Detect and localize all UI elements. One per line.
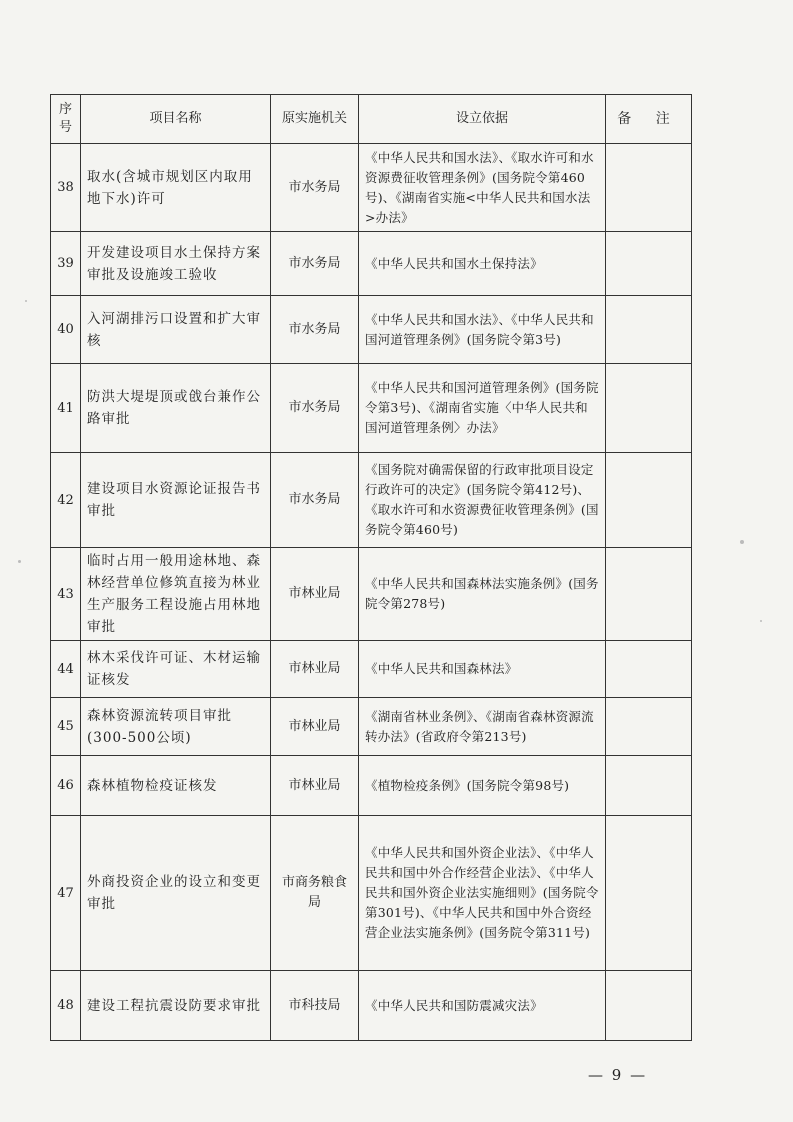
- approval-items-table: [50, 94, 692, 1041]
- row-org: 市商务粮食局: [271, 816, 359, 971]
- row-org: 市林业局: [271, 641, 359, 698]
- table-row: [51, 548, 692, 641]
- table-row: [51, 698, 692, 756]
- row-basis: 《中华人民共和国河道管理条例》(国务院令第3号)、《湖南省实施〈中华人民共和国河道管理条例〉办法》: [359, 364, 606, 453]
- row-no: 41: [51, 364, 81, 453]
- page-number: — 9 —: [588, 1066, 648, 1084]
- header-remark: 备 注: [606, 95, 692, 144]
- table-row: [51, 453, 692, 548]
- row-remark: [606, 232, 692, 296]
- header-no: 序号: [51, 95, 81, 144]
- row-no: 44: [51, 641, 81, 698]
- table-row: [51, 641, 692, 698]
- row-no: 47: [51, 816, 81, 971]
- row-org: 市水务局: [271, 296, 359, 364]
- table-row: [51, 296, 692, 364]
- row-org: 市水务局: [271, 144, 359, 232]
- table-row: [51, 144, 692, 232]
- row-name: 取水(含城市规划区内取用地下水)许可: [81, 144, 271, 232]
- scan-speck: [760, 620, 762, 622]
- row-remark: [606, 756, 692, 816]
- row-basis: 《植物检疫条例》(国务院令第98号): [359, 756, 606, 816]
- row-remark: [606, 641, 692, 698]
- row-remark: [606, 698, 692, 756]
- row-basis: 《湖南省林业条例》、《湖南省森林资源流转办法》(省政府令第213号): [359, 698, 606, 756]
- row-org: 市林业局: [271, 548, 359, 641]
- row-basis: 《中华人民共和国外资企业法》、《中华人民共和国中外合作经营企业法》、《中华人民共和国外资企业法实施细则》(国务院令第301号)、《中华人民共和国中外合资经营企业法实施条例》(国务院令第311号): [359, 816, 606, 971]
- row-org: 市水务局: [271, 364, 359, 453]
- row-name: 林木采伐许可证、木材运输证核发: [81, 641, 271, 698]
- header-name: 项目名称: [81, 95, 271, 144]
- row-name: 建设项目水资源论证报告书审批: [81, 453, 271, 548]
- table-header-row: [51, 95, 692, 144]
- table-row: [51, 971, 692, 1041]
- row-name: 建设工程抗震设防要求审批: [81, 971, 271, 1041]
- table-row: [51, 816, 692, 971]
- row-org: 市科技局: [271, 971, 359, 1041]
- header-org: 原实施机关: [271, 95, 359, 144]
- row-org: 市林业局: [271, 756, 359, 816]
- row-name: 外商投资企业的设立和变更审批: [81, 816, 271, 971]
- row-basis: 《中华人民共和国水法》、《中华人民共和国河道管理条例》(国务院令第3号): [359, 296, 606, 364]
- row-no: 40: [51, 296, 81, 364]
- row-name: 森林植物检疫证核发: [81, 756, 271, 816]
- row-basis: 《国务院对确需保留的行政审批项目设定行政许可的决定》(国务院令第412号)、《取水许可和水资源费征收管理条例》(国务院令第460号): [359, 453, 606, 548]
- header-basis: 设立依据: [359, 95, 606, 144]
- row-name: 入河湖排污口设置和扩大审核: [81, 296, 271, 364]
- scan-speck: [740, 540, 744, 544]
- row-name: 临时占用一般用途林地、森林经营单位修筑直接为林业生产服务工程设施占用林地审批: [81, 548, 271, 641]
- table-row: [51, 364, 692, 453]
- table-row: [51, 232, 692, 296]
- row-basis: 《中华人民共和国森林法》: [359, 641, 606, 698]
- row-no: 39: [51, 232, 81, 296]
- row-name: 防洪大堤堤顶或戗台兼作公路审批: [81, 364, 271, 453]
- row-org: 市水务局: [271, 232, 359, 296]
- row-remark: [606, 816, 692, 971]
- row-remark: [606, 971, 692, 1041]
- row-basis: 《中华人民共和国森林法实施条例》(国务院令第278号): [359, 548, 606, 641]
- row-org: 市水务局: [271, 453, 359, 548]
- row-name: 开发建设项目水土保持方案审批及设施竣工验收: [81, 232, 271, 296]
- row-basis: 《中华人民共和国水法》、《取水许可和水资源费征收管理条例》(国务院令第460号)、《湖南省实施<中华人民共和国水法>办法》: [359, 144, 606, 232]
- row-no: 38: [51, 144, 81, 232]
- row-remark: [606, 296, 692, 364]
- table-row: [51, 756, 692, 816]
- row-no: 42: [51, 453, 81, 548]
- row-remark: [606, 364, 692, 453]
- row-remark: [606, 548, 692, 641]
- row-name: 森林资源流转项目审批(300-500公顷): [81, 698, 271, 756]
- row-basis: 《中华人民共和国水土保持法》: [359, 232, 606, 296]
- row-no: 43: [51, 548, 81, 641]
- row-basis: 《中华人民共和国防震减灾法》: [359, 971, 606, 1041]
- row-remark: [606, 453, 692, 548]
- row-org: 市林业局: [271, 698, 359, 756]
- scan-speck: [25, 300, 27, 302]
- row-no: 46: [51, 756, 81, 816]
- row-no: 48: [51, 971, 81, 1041]
- scan-speck: [18, 560, 21, 563]
- row-no: 45: [51, 698, 81, 756]
- row-remark: [606, 144, 692, 232]
